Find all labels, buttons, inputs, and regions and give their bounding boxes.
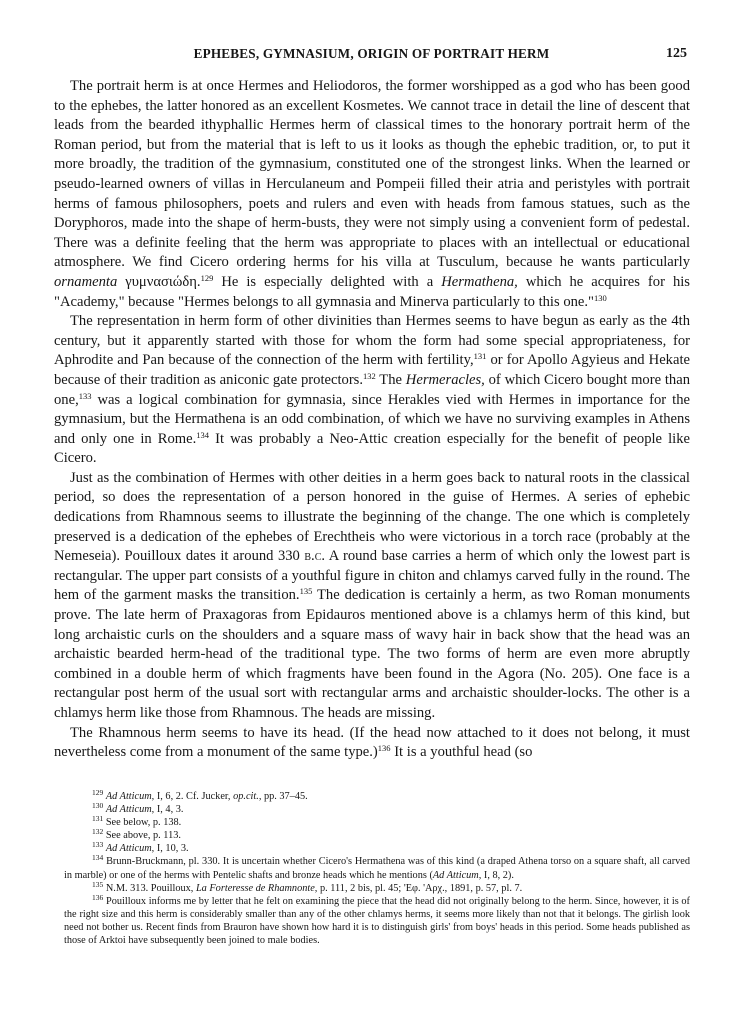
footnote-number: 132: [92, 827, 104, 837]
text-run: which he acquires for his "Academy," because "Hermes belongs to all gymnasia and Minerva particularly to this one.": [54, 273, 690, 310]
footnote-number: 136: [92, 892, 104, 902]
footnote-number: 129: [92, 788, 104, 797]
text-run: The dedication is certainly a herm, as two Roman monuments prove. The late herm of Praxagoras from Epidauros mentioned above is a chlamys herm of this kind, but long archaistic curls on the shoulders and a square mass of wavy hair in back show that the head was an archaistic bearded herm-head of the traditional type. The two forms of herm are even more abruptly combined in a double herm of which fragments have been found in the Agora (No. 205). One face is a rectangular post herm of the usual sort with rectangular arms and archaistic shoulder-locks. The other is a chlamys herm like those from Rhamnous. The heads are missing.: [54, 587, 690, 721]
italic-term: Ad Atticum,: [105, 843, 155, 855]
italic-term: ornamenta: [54, 273, 118, 290]
text-run: See above, p. 113.: [105, 830, 181, 842]
paragraph-4: [54, 724, 690, 763]
text-run: I, 10, 3.: [154, 843, 189, 855]
page-number: 125: [666, 46, 687, 61]
text-run: pp. 37–45.: [261, 791, 308, 802]
footnote-130: [54, 803, 690, 816]
text-run: p. 111, 2 bis, pl. 45; 'Εφ. 'Αρχ., 1891, p. 57, pl. 7.: [317, 882, 523, 894]
text-run: The: [375, 371, 406, 388]
text-run: See below, p. 138.: [105, 817, 182, 829]
text-run: It was probably a Neo-Attic creation especially for the benefit of people like Cicero.: [54, 430, 690, 467]
footnote-ref: 130: [594, 292, 607, 303]
era-abbrev: b.c.: [304, 548, 326, 565]
footnote-number: 133: [92, 840, 104, 850]
italic-term: Hermeracles,: [405, 371, 485, 388]
text-run: The representation in herm form of other divinities than Hermes seems to have begun as early as the 4th century, but it apparently started with those for whom the form had some special appropriateness, for Aphrodite and Pan because of the connection of the herm with fertility,: [54, 313, 690, 369]
footnote-number: 135: [92, 879, 104, 889]
text-run: of which Cicero bought more than one,: [54, 371, 690, 408]
text-run: The portrait herm is at once Hermes and Heliodoros, the former worshipped as a god who has been good to the ephebes, the latter honored as an excellent Kosmetes. We cannot trace in detail the line of descent that leads from the bearded ithyphallic Hermes herm of classical times to the honorary portrait herm of the Roman period, but from the material that is left to us it looks as though the ephebic tradition, or, to put it more broadly, the tradition of the gymnasium, constituted one of the strongest links. When the learned or pseudo-learned owners of villas in Herculaneum and Pompeii filled their atria and peristyles with portrait herms of famous philosophers, poets and rulers and even with heads from famous statues, such as the Doryphoros, made into the shape of herm-busts, they were not simply using a convenient form of pedestal. There was a definite feeling that the herm was appropriate to places with an intellectual or educational atmosphere. We find Cicero ordering herms for his villa at Tusculum, because he wants particularly: [54, 78, 690, 271]
text-run: A round base carries a herm of which only the lowest part is rectangular. The upper part consists of a youthful figure in chiton and chlamys carved fully in the round. The hem of the garment masks the transition.: [54, 548, 690, 604]
footnotes: [54, 790, 690, 947]
italic-term: La Forteresse de Rhamnonte,: [195, 882, 318, 894]
italic-term: Ad Atticum,: [432, 869, 482, 881]
footnote-136: [54, 892, 690, 947]
footnote-132: [54, 829, 690, 842]
text-run: He is especially delighted with a: [213, 273, 442, 290]
text-run: Just as the combination of Hermes with other deities in a herm goes back to natural roots in the classical period, so does the representation of a person honored in the guise of Hermes. A series of ephebic dedications from Rhamnous seems to illustrate the beginning of the change. The one which is completely preserved is a dedication of the ephebes of Erechtheis who were victorious in a torch race (probably at the Nemeseia). Pouilloux dates it around 330: [54, 469, 690, 565]
text-run: I, 6, 2. Cf. Jucker,: [154, 791, 234, 802]
footnote-ref: 131: [473, 351, 487, 362]
footnote-131: [54, 816, 690, 829]
running-head: EPHEBES, GYMNASIUM, ORIGIN OF PORTRAIT HERM: [193, 46, 550, 61]
paragraph-3: [54, 469, 690, 724]
text-run: I, 4, 3.: [154, 804, 184, 816]
footnote-ref: 132: [363, 370, 376, 381]
page-header: [56, 46, 687, 64]
text-run: It is a youthful head (so: [390, 744, 533, 761]
text-run: The Rhamnous herm seems to have its head. (If the head now attached to it does not belong, it must nevertheless come from a monument of the same type.): [54, 724, 690, 761]
footnote-ref: 133: [78, 390, 92, 401]
footnote-135: [54, 879, 690, 895]
italic-term: op.cit.,: [233, 791, 262, 802]
footnote-129: [54, 790, 690, 803]
text-run: I, 8, 2).: [481, 869, 514, 881]
italic-term: Ad Atticum,: [105, 804, 155, 816]
text-run: Brunn-Bruckmann, pl. 330. It is uncertain whether Cicero's Hermathena was of this kind (a draped Athena torso on a square shaft, all carved in marble) or one of the herms with Pentelic shafts and bronze heads which he mentions (: [64, 856, 690, 881]
footnote-ref: 135: [299, 586, 313, 597]
paragraph-2: [54, 312, 690, 469]
footnote-number: 130: [92, 801, 104, 811]
text-run: Pouilloux informs me by letter that he felt on examining the piece that the head did not originally belong to the herm. Since, however, it is of the right size and this herm is considerably smaller than any of the other chlamys herms, it seems more likely than not that it belongs. The girlish look need not bother us. Recent finds from Brauron have shown how hard it is to distinguish girls' from boys' heads in this period. Some heads published as those of Arktoi have subsequently been joined to male bodies.: [64, 895, 690, 947]
footnote-ref: 129: [200, 272, 214, 283]
paragraph-1: [54, 77, 690, 312]
italic-term: Hermathena,: [441, 273, 518, 290]
footnote-133: [54, 842, 690, 855]
text-run: was a logical combination for gymnasia, since Herakles vied with Hermes in importance for the gymnasium, but the Hermathena is an odd combination, of which we have no surviving examples in Athens and only one in Rome.: [54, 391, 690, 447]
text-run: or for Apollo Agyieus and Hekate because of their tradition as aniconic gate protectors.: [54, 352, 690, 388]
greek-term: γυμνασιώδη.: [117, 273, 201, 290]
text-run: N.M. 313. Pouilloux,: [105, 882, 196, 894]
footnote-ref: 134: [196, 429, 210, 440]
footnote-number: 134: [92, 853, 104, 863]
footnote-134: [54, 855, 690, 881]
italic-term: Ad Atticum,: [105, 791, 155, 802]
footnote-number: 131: [92, 814, 104, 824]
main-text: [54, 77, 690, 763]
footnote-ref: 136: [377, 743, 391, 754]
